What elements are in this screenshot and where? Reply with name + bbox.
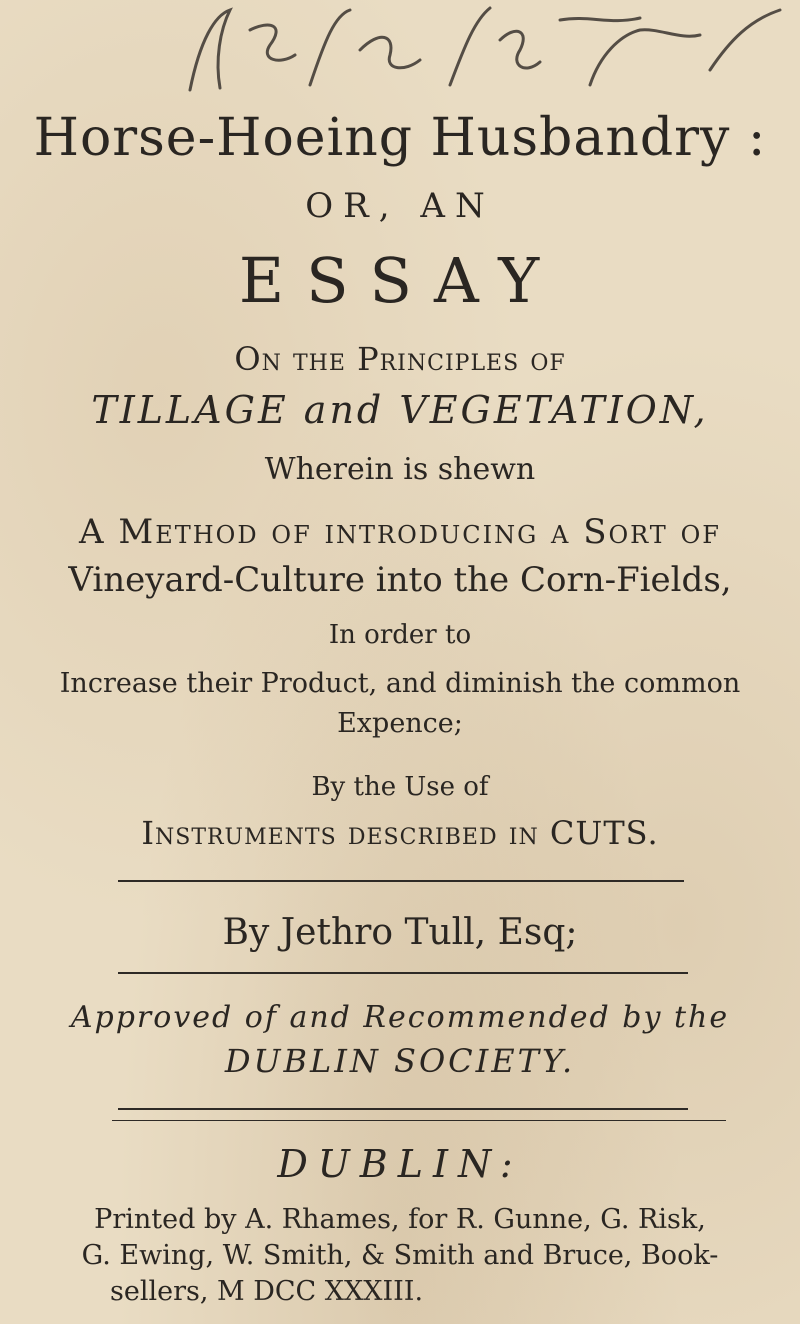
author-line: By Jethro Tull, Esq; [222,912,578,953]
title-essay: ESSAY [238,244,562,317]
wherein-line: Wherein is shewn [264,452,536,487]
society-line: DUBLIN SOCIETY. [224,1042,576,1080]
book-title: Horse-Hoeing Husbandry : [33,108,767,168]
imprint-place: DUBLIN: [277,1142,523,1186]
divider-rule [118,880,684,882]
subtitle-tillage: TILLAGE and VEGETATION, [91,388,709,432]
method-line: A Method of introducing a Sort of [79,512,721,552]
increase-line: Increase their Product, and diminish the common [59,668,741,699]
in-order-line: In order to [328,620,472,650]
expence-line: Expence; [337,708,463,739]
instruments-line: Instruments described in CUTS. [141,814,659,852]
divider-rule [118,1108,688,1110]
by-use-line: By the Use of [311,772,489,802]
vineyard-line: Vineyard-Culture into the Corn-Fields, [68,560,732,600]
approved-line: Approved of and Recommended by the [70,1000,730,1035]
imprint-line-2: G. Ewing, W. Smith, & Smith and Bruce, Book- [81,1240,719,1271]
handwritten-inscription [120,0,800,95]
subtitle-principles: On the Principles of [234,340,566,378]
divider-rule [112,1120,726,1121]
imprint-line-3: sellers, M DCC XXXIII. [110,1276,424,1307]
imprint-line-1: Printed by A. Rhames, for R. Gunne, G. Risk, [94,1204,706,1235]
title-or-an: OR, AN [305,186,495,226]
divider-rule [118,972,688,974]
